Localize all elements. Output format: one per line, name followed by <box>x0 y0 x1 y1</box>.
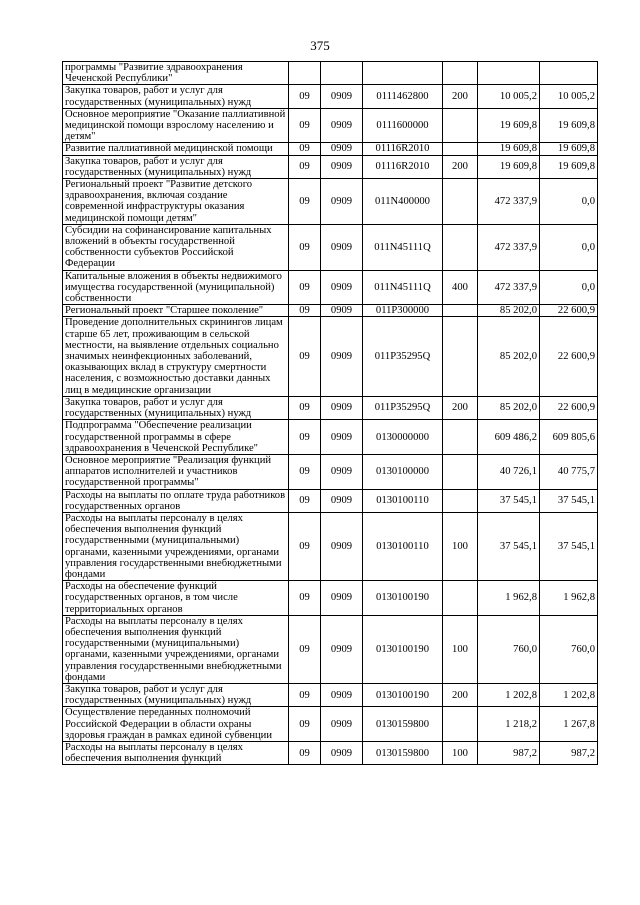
cell-target-article: 011P300000 <box>363 305 443 317</box>
cell-amount-2: 22 600,9 <box>540 317 598 396</box>
cell-section <box>289 62 321 85</box>
cell-target-article: 0130100190 <box>363 581 443 616</box>
cell-subsection: 0909 <box>321 155 363 178</box>
cell-amount-1: 472 337,9 <box>478 270 540 305</box>
cell-subsection: 0909 <box>321 683 363 706</box>
cell-expense-type <box>443 224 478 270</box>
cell-subsection: 0909 <box>321 108 363 143</box>
cell-expense-type: 100 <box>443 741 478 764</box>
cell-section: 09 <box>289 108 321 143</box>
cell-section: 09 <box>289 615 321 683</box>
cell-expense-type: 400 <box>443 270 478 305</box>
cell-expense-type <box>443 179 478 225</box>
table-row <box>63 581 598 616</box>
cell-target-article: 011P35295Q <box>363 317 443 396</box>
cell-target-article: 01116R2010 <box>363 155 443 178</box>
cell-amount-1: 19 609,8 <box>478 108 540 143</box>
cell-expense-type: 100 <box>443 615 478 683</box>
cell-target-article: 0130100110 <box>363 512 443 580</box>
cell-section: 09 <box>289 270 321 305</box>
cell-target-article: 011N45111Q <box>363 270 443 305</box>
cell-section: 09 <box>289 317 321 396</box>
cell-amount-1: 1 218,2 <box>478 707 540 742</box>
cell-amount-1 <box>478 62 540 85</box>
cell-amount-2: 40 775,7 <box>540 454 598 489</box>
cell-name: Расходы на выплаты персоналу в целях обеспечения выполнения функций государственными (муниципальными) органами, казенными учреждениями, органами управления государственными внебюджетными фондами <box>63 615 289 683</box>
cell-target-article: 01116R2010 <box>363 143 443 155</box>
table-row <box>63 317 598 396</box>
table-row <box>63 143 598 155</box>
table-row <box>63 270 598 305</box>
table-row <box>63 85 598 108</box>
cell-subsection: 0909 <box>321 489 363 512</box>
budget-table <box>62 61 598 765</box>
cell-amount-2: 19 609,8 <box>540 108 598 143</box>
table-row <box>63 108 598 143</box>
cell-name: Региональный проект "Старшее поколение" <box>63 305 289 317</box>
cell-subsection: 0909 <box>321 615 363 683</box>
cell-amount-1: 19 609,8 <box>478 155 540 178</box>
cell-target-article: 0130100190 <box>363 683 443 706</box>
cell-name: Расходы на выплаты по оплате труда работников государственных органов <box>63 489 289 512</box>
cell-amount-1: 85 202,0 <box>478 305 540 317</box>
cell-section: 09 <box>289 155 321 178</box>
table-row <box>63 454 598 489</box>
table-row <box>63 683 598 706</box>
table-row <box>63 707 598 742</box>
cell-amount-1: 987,2 <box>478 741 540 764</box>
cell-section: 09 <box>289 683 321 706</box>
cell-expense-type <box>443 454 478 489</box>
cell-amount-1: 40 726,1 <box>478 454 540 489</box>
cell-name: Закупка товаров, работ и услуг для государственных (муниципальных) нужд <box>63 396 289 419</box>
cell-name: программы "Развитие здравоохранения Чеченской Республики" <box>63 62 289 85</box>
cell-name: Осуществление переданных полномочий Российской Федерации в области охраны здоровья граждан в рамках единой субвенции <box>63 707 289 742</box>
cell-name: Подпрограмма "Обеспечение реализации государственной программы в сфере здравоохранения в Чеченской Республике" <box>63 420 289 455</box>
cell-target-article <box>363 62 443 85</box>
cell-target-article: 0130159800 <box>363 741 443 764</box>
cell-subsection: 0909 <box>321 512 363 580</box>
cell-amount-2: 987,2 <box>540 741 598 764</box>
cell-amount-2: 37 545,1 <box>540 489 598 512</box>
cell-subsection: 0909 <box>321 581 363 616</box>
cell-amount-2 <box>540 62 598 85</box>
cell-target-article: 0130100000 <box>363 454 443 489</box>
cell-section: 09 <box>289 179 321 225</box>
cell-target-article: 011P35295Q <box>363 396 443 419</box>
cell-amount-1: 37 545,1 <box>478 489 540 512</box>
cell-name: Развитие паллиативной медицинской помощи <box>63 143 289 155</box>
table-row <box>63 62 598 85</box>
cell-name: Расходы на обеспечение функций государственных органов, в том числе территориальных органов <box>63 581 289 616</box>
table-row <box>63 396 598 419</box>
page-number: 375 <box>310 38 330 53</box>
cell-amount-2: 10 005,2 <box>540 85 598 108</box>
table-row <box>63 741 598 764</box>
cell-amount-1: 609 486,2 <box>478 420 540 455</box>
cell-expense-type <box>443 108 478 143</box>
cell-target-article: 0130100190 <box>363 615 443 683</box>
cell-amount-2: 19 609,8 <box>540 143 598 155</box>
cell-section: 09 <box>289 143 321 155</box>
cell-subsection: 0909 <box>321 179 363 225</box>
cell-section: 09 <box>289 224 321 270</box>
cell-name: Субсидии на софинансирование капитальных вложений в объекты государственной собственности субъектов Российской Федерации <box>63 224 289 270</box>
cell-amount-2: 609 805,6 <box>540 420 598 455</box>
cell-amount-1: 1 962,8 <box>478 581 540 616</box>
cell-target-article: 0130000000 <box>363 420 443 455</box>
table-row <box>63 420 598 455</box>
cell-amount-2: 0,0 <box>540 224 598 270</box>
cell-name: Региональный проект "Развитие детского здравоохранения, включая создание современной инфраструктуры оказания медицинской помощи детям" <box>63 179 289 225</box>
cell-expense-type: 200 <box>443 155 478 178</box>
cell-target-article: 011N45111Q <box>363 224 443 270</box>
cell-target-article: 0130100110 <box>363 489 443 512</box>
table-body <box>63 62 598 765</box>
cell-name: Капитальные вложения в объекты недвижимого имущества государственной (муниципальной) собственности <box>63 270 289 305</box>
cell-section: 09 <box>289 454 321 489</box>
cell-amount-1: 85 202,0 <box>478 317 540 396</box>
cell-expense-type: 200 <box>443 396 478 419</box>
cell-name: Основное мероприятие "Реализация функций аппаратов исполнителей и участников государственной программы" <box>63 454 289 489</box>
cell-amount-2: 1 962,8 <box>540 581 598 616</box>
cell-amount-2: 19 609,8 <box>540 155 598 178</box>
cell-amount-2: 37 545,1 <box>540 512 598 580</box>
cell-target-article: 0111600000 <box>363 108 443 143</box>
cell-amount-1: 10 005,2 <box>478 85 540 108</box>
cell-amount-1: 1 202,8 <box>478 683 540 706</box>
table-row <box>63 615 598 683</box>
cell-amount-2: 0,0 <box>540 179 598 225</box>
cell-expense-type <box>443 581 478 616</box>
cell-amount-1: 760,0 <box>478 615 540 683</box>
cell-amount-1: 472 337,9 <box>478 179 540 225</box>
cell-amount-2: 22 600,9 <box>540 396 598 419</box>
cell-target-article: 0130159800 <box>363 707 443 742</box>
cell-amount-2: 22 600,9 <box>540 305 598 317</box>
cell-expense-type <box>443 489 478 512</box>
cell-section: 09 <box>289 85 321 108</box>
cell-expense-type <box>443 62 478 85</box>
cell-subsection: 0909 <box>321 707 363 742</box>
cell-section: 09 <box>289 305 321 317</box>
cell-subsection: 0909 <box>321 396 363 419</box>
cell-expense-type <box>443 420 478 455</box>
cell-subsection: 0909 <box>321 85 363 108</box>
cell-name: Расходы на выплаты персоналу в целях обеспечения выполнения функций <box>63 741 289 764</box>
cell-subsection: 0909 <box>321 270 363 305</box>
cell-subsection <box>321 62 363 85</box>
cell-subsection: 0909 <box>321 420 363 455</box>
cell-section: 09 <box>289 581 321 616</box>
cell-amount-2: 1 267,8 <box>540 707 598 742</box>
cell-section: 09 <box>289 512 321 580</box>
cell-subsection: 0909 <box>321 317 363 396</box>
cell-amount-1: 85 202,0 <box>478 396 540 419</box>
cell-amount-1: 472 337,9 <box>478 224 540 270</box>
cell-target-article: 0111462800 <box>363 85 443 108</box>
cell-name: Расходы на выплаты персоналу в целях обеспечения выполнения функций государственными (муниципальными) органами, казенными учреждениями, органами управления государственными внебюджетными фондами <box>63 512 289 580</box>
cell-section: 09 <box>289 707 321 742</box>
cell-expense-type: 200 <box>443 683 478 706</box>
cell-amount-1: 19 609,8 <box>478 143 540 155</box>
cell-name: Закупка товаров, работ и услуг для государственных (муниципальных) нужд <box>63 155 289 178</box>
table-row <box>63 489 598 512</box>
cell-section: 09 <box>289 741 321 764</box>
table-row <box>63 179 598 225</box>
cell-section: 09 <box>289 396 321 419</box>
cell-expense-type <box>443 143 478 155</box>
cell-name: Основное мероприятие "Оказание паллиативной медицинской помощи взрослому населению и детям" <box>63 108 289 143</box>
cell-amount-2: 1 202,8 <box>540 683 598 706</box>
cell-subsection: 0909 <box>321 454 363 489</box>
cell-expense-type <box>443 707 478 742</box>
table-row <box>63 155 598 178</box>
cell-section: 09 <box>289 489 321 512</box>
cell-name: Закупка товаров, работ и услуг для государственных (муниципальных) нужд <box>63 683 289 706</box>
cell-target-article: 011N400000 <box>363 179 443 225</box>
cell-expense-type: 100 <box>443 512 478 580</box>
cell-amount-2: 760,0 <box>540 615 598 683</box>
table-row <box>63 305 598 317</box>
cell-amount-2: 0,0 <box>540 270 598 305</box>
cell-expense-type <box>443 305 478 317</box>
cell-expense-type <box>443 317 478 396</box>
cell-name: Проведение дополнительных скринингов лицам старше 65 лет, проживающим в сельской местности, на выявление отдельных социально значимых неинфекционных заболеваний, оказывающих вклад в структуру смертности населения, с возможностью доставки данных лиц в медицинские организации <box>63 317 289 396</box>
cell-section: 09 <box>289 420 321 455</box>
cell-amount-1: 37 545,1 <box>478 512 540 580</box>
cell-expense-type: 200 <box>443 85 478 108</box>
table-row <box>63 512 598 580</box>
table-row <box>63 224 598 270</box>
cell-subsection: 0909 <box>321 305 363 317</box>
cell-name: Закупка товаров, работ и услуг для государственных (муниципальных) нужд <box>63 85 289 108</box>
cell-subsection: 0909 <box>321 741 363 764</box>
cell-subsection: 0909 <box>321 224 363 270</box>
cell-subsection: 0909 <box>321 143 363 155</box>
